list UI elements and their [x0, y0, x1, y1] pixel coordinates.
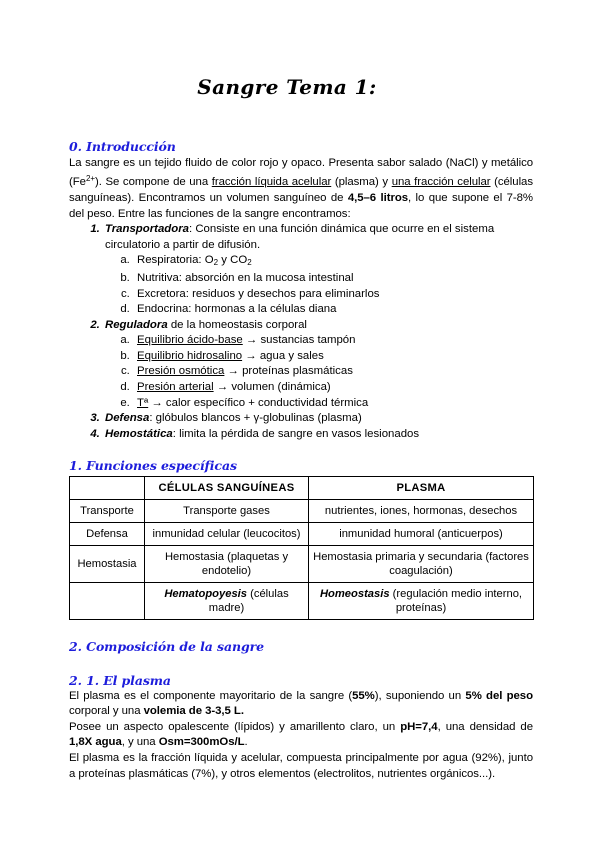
cell-rest-hematopoyesis: (células madre) [208, 588, 289, 615]
subitem-text: Nutritiva: absorción en la mucosa intestinal [137, 271, 354, 284]
subitem-rest: → sustancias tampón [242, 334, 356, 347]
list-item-excretora [133, 287, 533, 303]
intro-text-part2: ). Se compone de una [94, 176, 212, 189]
funciones-especificas-table [69, 476, 534, 620]
list-item-transportadora [103, 222, 533, 318]
item-text-transportadora: : Consiste en una función dinámica que ocurre en el sistema circulatorio a partir de difusión. [105, 223, 495, 251]
table-cell-plasma-transporte: nutrientes, iones, hormonas, desechos [309, 500, 534, 523]
plasma-paragraph-2 [69, 720, 533, 751]
p2-text-d: . [244, 736, 248, 749]
plasma-paragraph-1 [69, 689, 533, 720]
list-item-reguladora [103, 318, 533, 412]
transportadora-subitems [105, 253, 533, 317]
intro-link-fraccion-celular: una fracción celular [391, 176, 491, 189]
subitem-rest: → calor específico + conductividad térmica [148, 396, 369, 409]
plasma-paragraphs [69, 689, 533, 783]
p2-text-c: , y una [121, 736, 159, 749]
list-item-equilibrio-hidrosalino [133, 349, 533, 365]
subitem-text: Respiratoria: O [137, 254, 214, 267]
table-cell-celulas-transporte: Transporte gases [145, 500, 309, 523]
list-item-hemostatica [103, 427, 533, 443]
page-title: Sangre Tema 1: [197, 75, 377, 99]
table-cell-celulas-hemostasia: Hemostasia (plaquetas y endotelio) [145, 546, 309, 583]
list-item-presion-osmotica [133, 364, 533, 380]
table-row [70, 523, 534, 546]
list-item-presion-arterial [133, 380, 533, 396]
intro-volume-value: 4,5–6 litros [347, 191, 409, 204]
p1-volemia: volemia de 3-3,5 L. [143, 705, 244, 718]
list-item-endocrina [133, 302, 533, 318]
co2-subscript: 2 [247, 258, 252, 268]
p1-text-b: ), suponiendo un [374, 689, 466, 702]
intro-text-part1: La sangre es un tejido fluido de color rojo y opaco. Presenta sabor salado (NaCl) y metálico (Fe [69, 156, 533, 189]
p1-text-c: corporal y una [69, 705, 144, 718]
table-cell-celulas-defensa: inmunidad celular (leucocitos) [145, 523, 309, 546]
item-term-hemostatica: Hemostática [105, 427, 173, 440]
p1-text-a: El plasma es el componente mayoritario de la sangre ( [69, 689, 353, 702]
subitem-rest: → agua y sales [242, 349, 324, 362]
table-col-header-celulas: CÉLULAS SANGUÍNEAS [145, 477, 309, 500]
funciones-sangre-list [69, 222, 533, 442]
subitem-term: Presión arterial [137, 381, 214, 394]
o2-subscript: 2 [213, 258, 219, 268]
subitem-text: Endocrina: hormonas a la células diana [137, 303, 337, 316]
table-row-label-empty [70, 583, 145, 620]
table-cell-plasma-hemostasia: Hemostasia primaria y secundaria (factores coagulación) [309, 546, 534, 583]
item-term-transportadora: Transportadora [105, 223, 189, 236]
table-row [70, 546, 534, 583]
heading-introduccion: 0. Introducción [69, 139, 176, 154]
intro-text-part3: (plasma) y [331, 176, 392, 189]
p2-osmolaridad-value: Osm=300mOs/L [158, 736, 245, 749]
p2-ph-value: pH=7,4 [400, 720, 438, 733]
intro-link-fraccion-liquida: fracción líquida acelular [211, 176, 332, 189]
cell-term-homeostasis: Homeostasis [319, 588, 390, 601]
item-term-reguladora: Reguladora [105, 318, 168, 331]
item-term-defensa: Defensa [105, 412, 150, 425]
table-cell-celulas-hematopoyesis [145, 583, 309, 620]
p1-peso-corporal: 5% del peso [465, 689, 533, 702]
iron-ion-superscript: 2+ [85, 174, 95, 184]
table-row [70, 583, 534, 620]
table-row-label-transporte: Transporte [70, 500, 145, 523]
table-col-header-empty [70, 477, 145, 500]
intro-text-part5: , lo que supone el 7-8% del peso. Entre las funciones de la sangre encontramos: [69, 191, 533, 220]
document-body [69, 0, 533, 782]
cell-term-hematopoyesis: Hematopoyesis [164, 588, 248, 601]
list-item-temperatura [133, 396, 533, 412]
item-text-defensa: : glóbulos blancos + γ-globulinas (plasma) [149, 412, 362, 425]
list-item-equilibrio-acido-base [133, 333, 533, 349]
subitem-text-mid: y CO [218, 254, 248, 267]
table-col-header-plasma: PLASMA [309, 477, 534, 500]
list-item-nutritiva [133, 271, 533, 287]
heading-el-plasma: 2. 1. El plasma [69, 672, 171, 688]
table-cell-plasma-defensa: inmunidad humoral (anticuerpos) [309, 523, 534, 546]
subitem-rest: → proteínas plasmáticas [224, 365, 353, 378]
table-row [70, 500, 534, 523]
p1-percent-55: 55% [352, 689, 375, 702]
intro-text-part4: (células sanguíneas). Encontramos un volumen sanguíneo de [69, 176, 533, 204]
cell-rest-homeostasis: (regulación medio interno, proteínas) [389, 588, 523, 615]
item-text-reguladora: de la homeostasis corporal [167, 318, 307, 331]
subitem-term: Presión osmótica [137, 365, 225, 378]
p2-densidad-value: 1,8X agua [69, 736, 122, 749]
p2-text-b: , una densidad de [437, 720, 533, 733]
subitem-text: Excretora: residuos y desechos para eliminarlos [137, 287, 380, 300]
reguladora-subitems [105, 333, 533, 411]
subitem-term: Equilibrio hidrosalino [137, 349, 243, 362]
p3-text: El plasma es la fracción líquida y acelular, compuesta principalmente por agua (92%), junto a proteínas plasmáticas (7%), y otros elementos (electrolitos, nutrientes orgánicos...). [69, 752, 533, 780]
heading-funciones-especificas: 1. Funciones específicas [69, 458, 237, 474]
item-text-hemostatica: : limita la pérdida de sangre en vasos lesionados [172, 427, 420, 440]
table-row-label-defensa: Defensa [70, 523, 145, 546]
intro-paragraph [69, 156, 533, 222]
subitem-rest: → volumen (dinámica) [213, 381, 331, 394]
table-cell-plasma-homeostasis [309, 583, 534, 620]
p2-text-a: Posee un aspecto opalescente (lípidos) y amarillento claro, un [69, 720, 401, 733]
heading-composicion-sangre: 2. Composición de la sangre [69, 639, 264, 655]
table-row-label-hemostasia: Hemostasia [70, 546, 145, 583]
plasma-paragraph-3 [69, 751, 533, 782]
list-item-defensa [103, 411, 533, 427]
table-header-row [70, 477, 534, 500]
subitem-term: Tª [137, 396, 149, 409]
list-item-respiratoria [133, 253, 533, 271]
subitem-term: Equilibrio ácido-base [137, 334, 243, 347]
